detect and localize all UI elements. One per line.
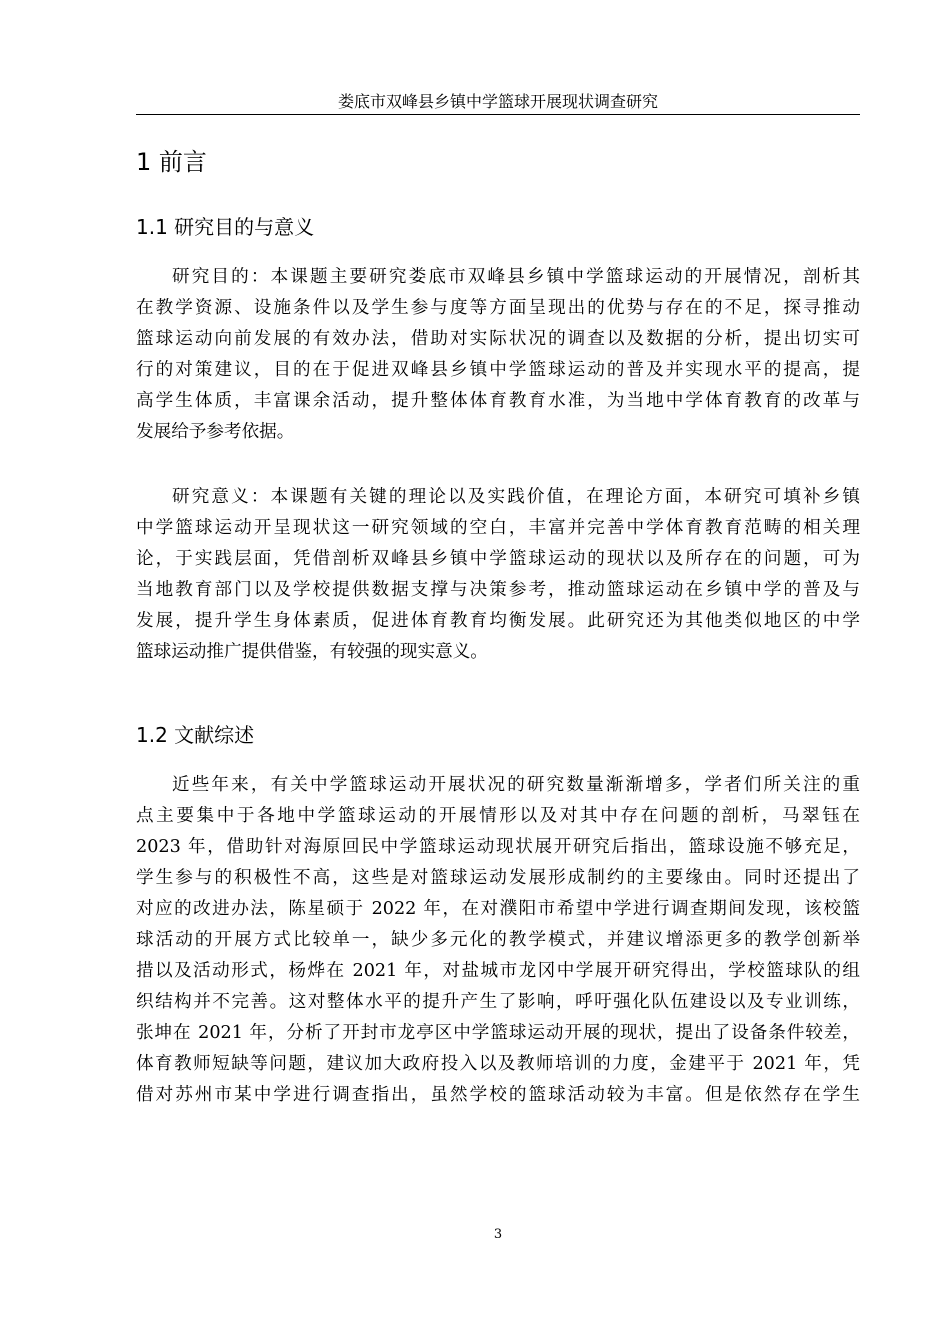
paragraph-research-significance [136, 482, 860, 668]
paragraph-line: 张坤在 2021 年，分析了开封市龙亭区中学篮球运动开展的现状，提出了设备条件较差， [136, 1023, 860, 1043]
paragraph-line: 借对苏州市某中学进行调查指出，虽然学校的篮球活动较为丰富。但是依然存在学生 [136, 1085, 860, 1105]
header-rule [136, 114, 860, 115]
paragraph-research-purpose [136, 262, 860, 448]
running-header: 娄底市双峰县乡镇中学篮球开展现状调查研究 [337, 92, 658, 111]
page-number: 3 [493, 1227, 503, 1242]
paragraph-line: 发展给予参考依据。 [136, 422, 295, 442]
paragraph-line: 球活动的开展方式比较单一，缺少多元化的教学模式，并建议增添更多的教学创新举 [136, 930, 860, 950]
paragraph-line: 近些年来，有关中学篮球运动开展状况的研究数量渐渐增多，学者们所关注的重 [172, 775, 860, 795]
paragraph-line: 对应的改进办法，陈星硕于 2022 年，在对濮阳市希望中学进行调查期间发现，该校篮 [136, 899, 860, 919]
paragraph-line: 论，于实践层面，凭借剖析双峰县乡镇中学篮球运动的现状以及所存在的问题，可为 [136, 549, 860, 569]
paragraph-line: 行的对策建议，目的在于促进双峰县乡镇中学篮球运动的普及并实现水平的提高，提 [136, 360, 860, 380]
paragraph-literature-review [136, 770, 860, 1111]
paragraph-line: 发展，提升学生身体素质，促进体育教育均衡发展。此研究还为其他类似地区的中学 [136, 611, 860, 631]
paragraph-line: 体育教师短缺等问题，建议加大政府投入以及教师培训的力度，金建平于 2021 年，凭 [136, 1054, 860, 1074]
paragraph-line: 措以及活动形式，杨烨在 2021 年，对盐城市龙冈中学展开研究得出，学校篮球队的组 [136, 961, 860, 981]
subsection-heading-1-1: 1.1 研究目的与意义 [136, 215, 315, 239]
section-heading-1: 1 前言 [136, 148, 207, 176]
paragraph-line: 中学篮球运动开呈现状这一研究领域的空白，丰富并完善中学体育教育范畴的相关理 [136, 518, 860, 538]
paragraph-line: 研究目的：本课题主要研究娄底市双峰县乡镇中学篮球运动的开展情况，剖析其 [172, 267, 860, 287]
paragraph-line: 研究意义：本课题有关键的理论以及实践价值，在理论方面，本研究可填补乡镇 [172, 487, 860, 507]
paragraph-line: 在教学资源、设施条件以及学生参与度等方面呈现出的优势与存在的不足，探寻推动 [136, 298, 860, 318]
paragraph-line: 高学生体质，丰富课余活动，提升整体体育教育水准，为当地中学体育教育的改革与 [136, 391, 860, 411]
paragraph-line: 当地教育部门以及学校提供数据支撑与决策参考，推动篮球运动在乡镇中学的普及与 [136, 580, 860, 600]
paragraph-line: 篮球运动推广提供借鉴，有较强的现实意义。 [136, 642, 488, 662]
paragraph-line: 2023 年，借助针对海原回民中学篮球运动现状展开研究后指出，篮球设施不够充足， [136, 837, 860, 857]
paragraph-line: 织结构并不完善。这对整体水平的提升产生了影响，呼吁强化队伍建设以及专业训练， [136, 992, 860, 1012]
paragraph-line: 篮球运动向前发展的有效办法，借助对实际状况的调查以及数据的分析，提出切实可 [136, 329, 860, 349]
paragraph-line: 点主要集中于各地中学篮球运动的开展情形以及对其中存在问题的剖析，马翠钰在 [136, 806, 860, 826]
paragraph-line: 学生参与的积极性不高，这些是对篮球运动发展形成制约的主要缘由。同时还提出了 [136, 868, 860, 888]
subsection-heading-1-2: 1.2 文献综述 [136, 723, 255, 747]
